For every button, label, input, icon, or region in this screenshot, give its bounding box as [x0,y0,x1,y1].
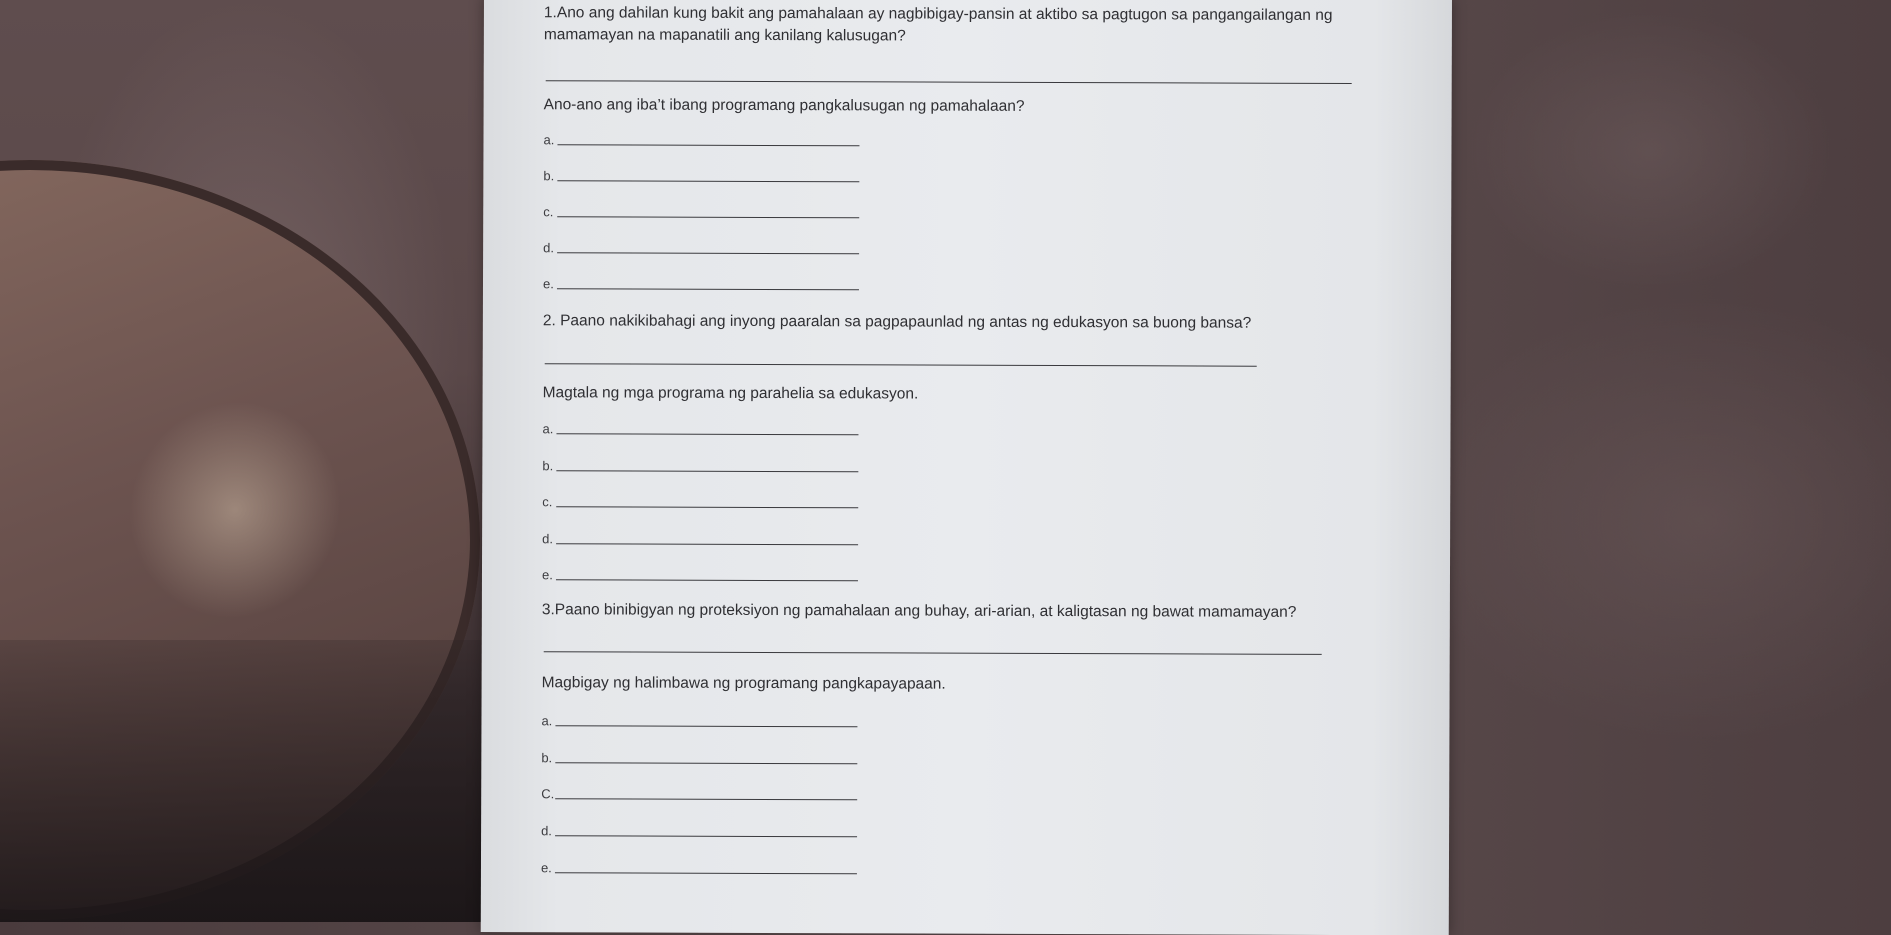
item-label: c. [543,204,554,220]
question-2: 2. Paano nakikibahagi ang inyong paaralan sa pagpapaunlad ng antas ng edukasyon sa buong bansa? [542,312,1252,332]
item-label: b. [542,458,554,474]
answer-blank[interactable] [556,422,858,435]
item-label: C. [541,786,555,802]
item-label: a. [541,713,553,729]
question-1-item-a[interactable] [543,132,859,148]
question-3-item-e[interactable] [541,860,857,876]
answer-blank[interactable] [557,241,859,254]
question-2-item-c[interactable] [542,494,858,510]
answer-blank[interactable] [555,787,857,800]
worksheet-paper [481,0,1452,935]
question-3: 3.Paano binibigyan ng proteksiyon ng pamahalaan ang buhay, ari-arian, at kaligtasan ng bawat mamamayan? [541,601,1297,621]
answer-blank[interactable] [557,277,859,290]
floor-shadow [0,640,500,922]
question-3-item-a[interactable] [541,713,857,729]
question-1-item-d[interactable] [543,240,859,256]
answer-blank[interactable] [556,532,858,545]
question-2-subprompt: Magtala ng mga programa ng parahelia sa edukasyon. [542,384,919,403]
question-2-answer-line[interactable] [545,363,1257,366]
answer-blank[interactable] [555,714,857,727]
question-1-answer-line[interactable] [546,80,1352,84]
item-label: d. [542,531,553,547]
item-label: d. [543,240,554,256]
item-label: e. [541,567,553,583]
question-3-item-c[interactable] [541,786,857,802]
question-1-subprompt: Ano-ano ang iba’t ibang programang pangkalusugan ng pamahalaan? [543,96,1025,115]
item-label: b. [543,168,555,184]
question-1-item-c[interactable] [543,204,859,220]
question-3-item-b[interactable] [541,750,857,766]
item-label: e. [542,276,554,292]
answer-blank[interactable] [556,568,858,581]
answer-blank[interactable] [556,495,858,508]
question-1-item-b[interactable] [543,168,859,184]
answer-blank[interactable] [557,169,859,182]
item-label: c. [542,494,553,510]
question-1-line-2: mamamayan na mapanatili ang kanilang kalusugan? [543,26,906,45]
question-2-item-d[interactable] [542,531,858,547]
answer-blank[interactable] [557,133,859,146]
question-2-item-e[interactable] [542,567,858,583]
question-1-item-e[interactable] [543,276,859,292]
answer-blank[interactable] [555,751,857,764]
item-label: a. [543,132,555,148]
question-3-item-d[interactable] [541,823,857,839]
question-3-answer-line[interactable] [544,651,1322,655]
question-2-item-a[interactable] [542,421,858,437]
item-label: a. [542,421,554,437]
item-label: e. [540,860,552,876]
item-label: d. [541,823,552,839]
question-2-item-b[interactable] [542,458,858,474]
item-label: b. [541,750,553,766]
answer-blank[interactable] [555,824,857,837]
question-3-subprompt: Magbigay ng halimbawa ng programang pangkapayapaan. [541,674,946,693]
answer-blank[interactable] [556,459,858,472]
answer-blank[interactable] [557,205,859,218]
question-1-line-1: 1.Ano ang dahilan kung bakit ang pamahalaan ay nagbibigay-pansin at aktibo sa pagtugon sa pangangailangan ng [543,4,1333,24]
answer-blank[interactable] [555,861,857,874]
background-stool-area [0,0,500,922]
